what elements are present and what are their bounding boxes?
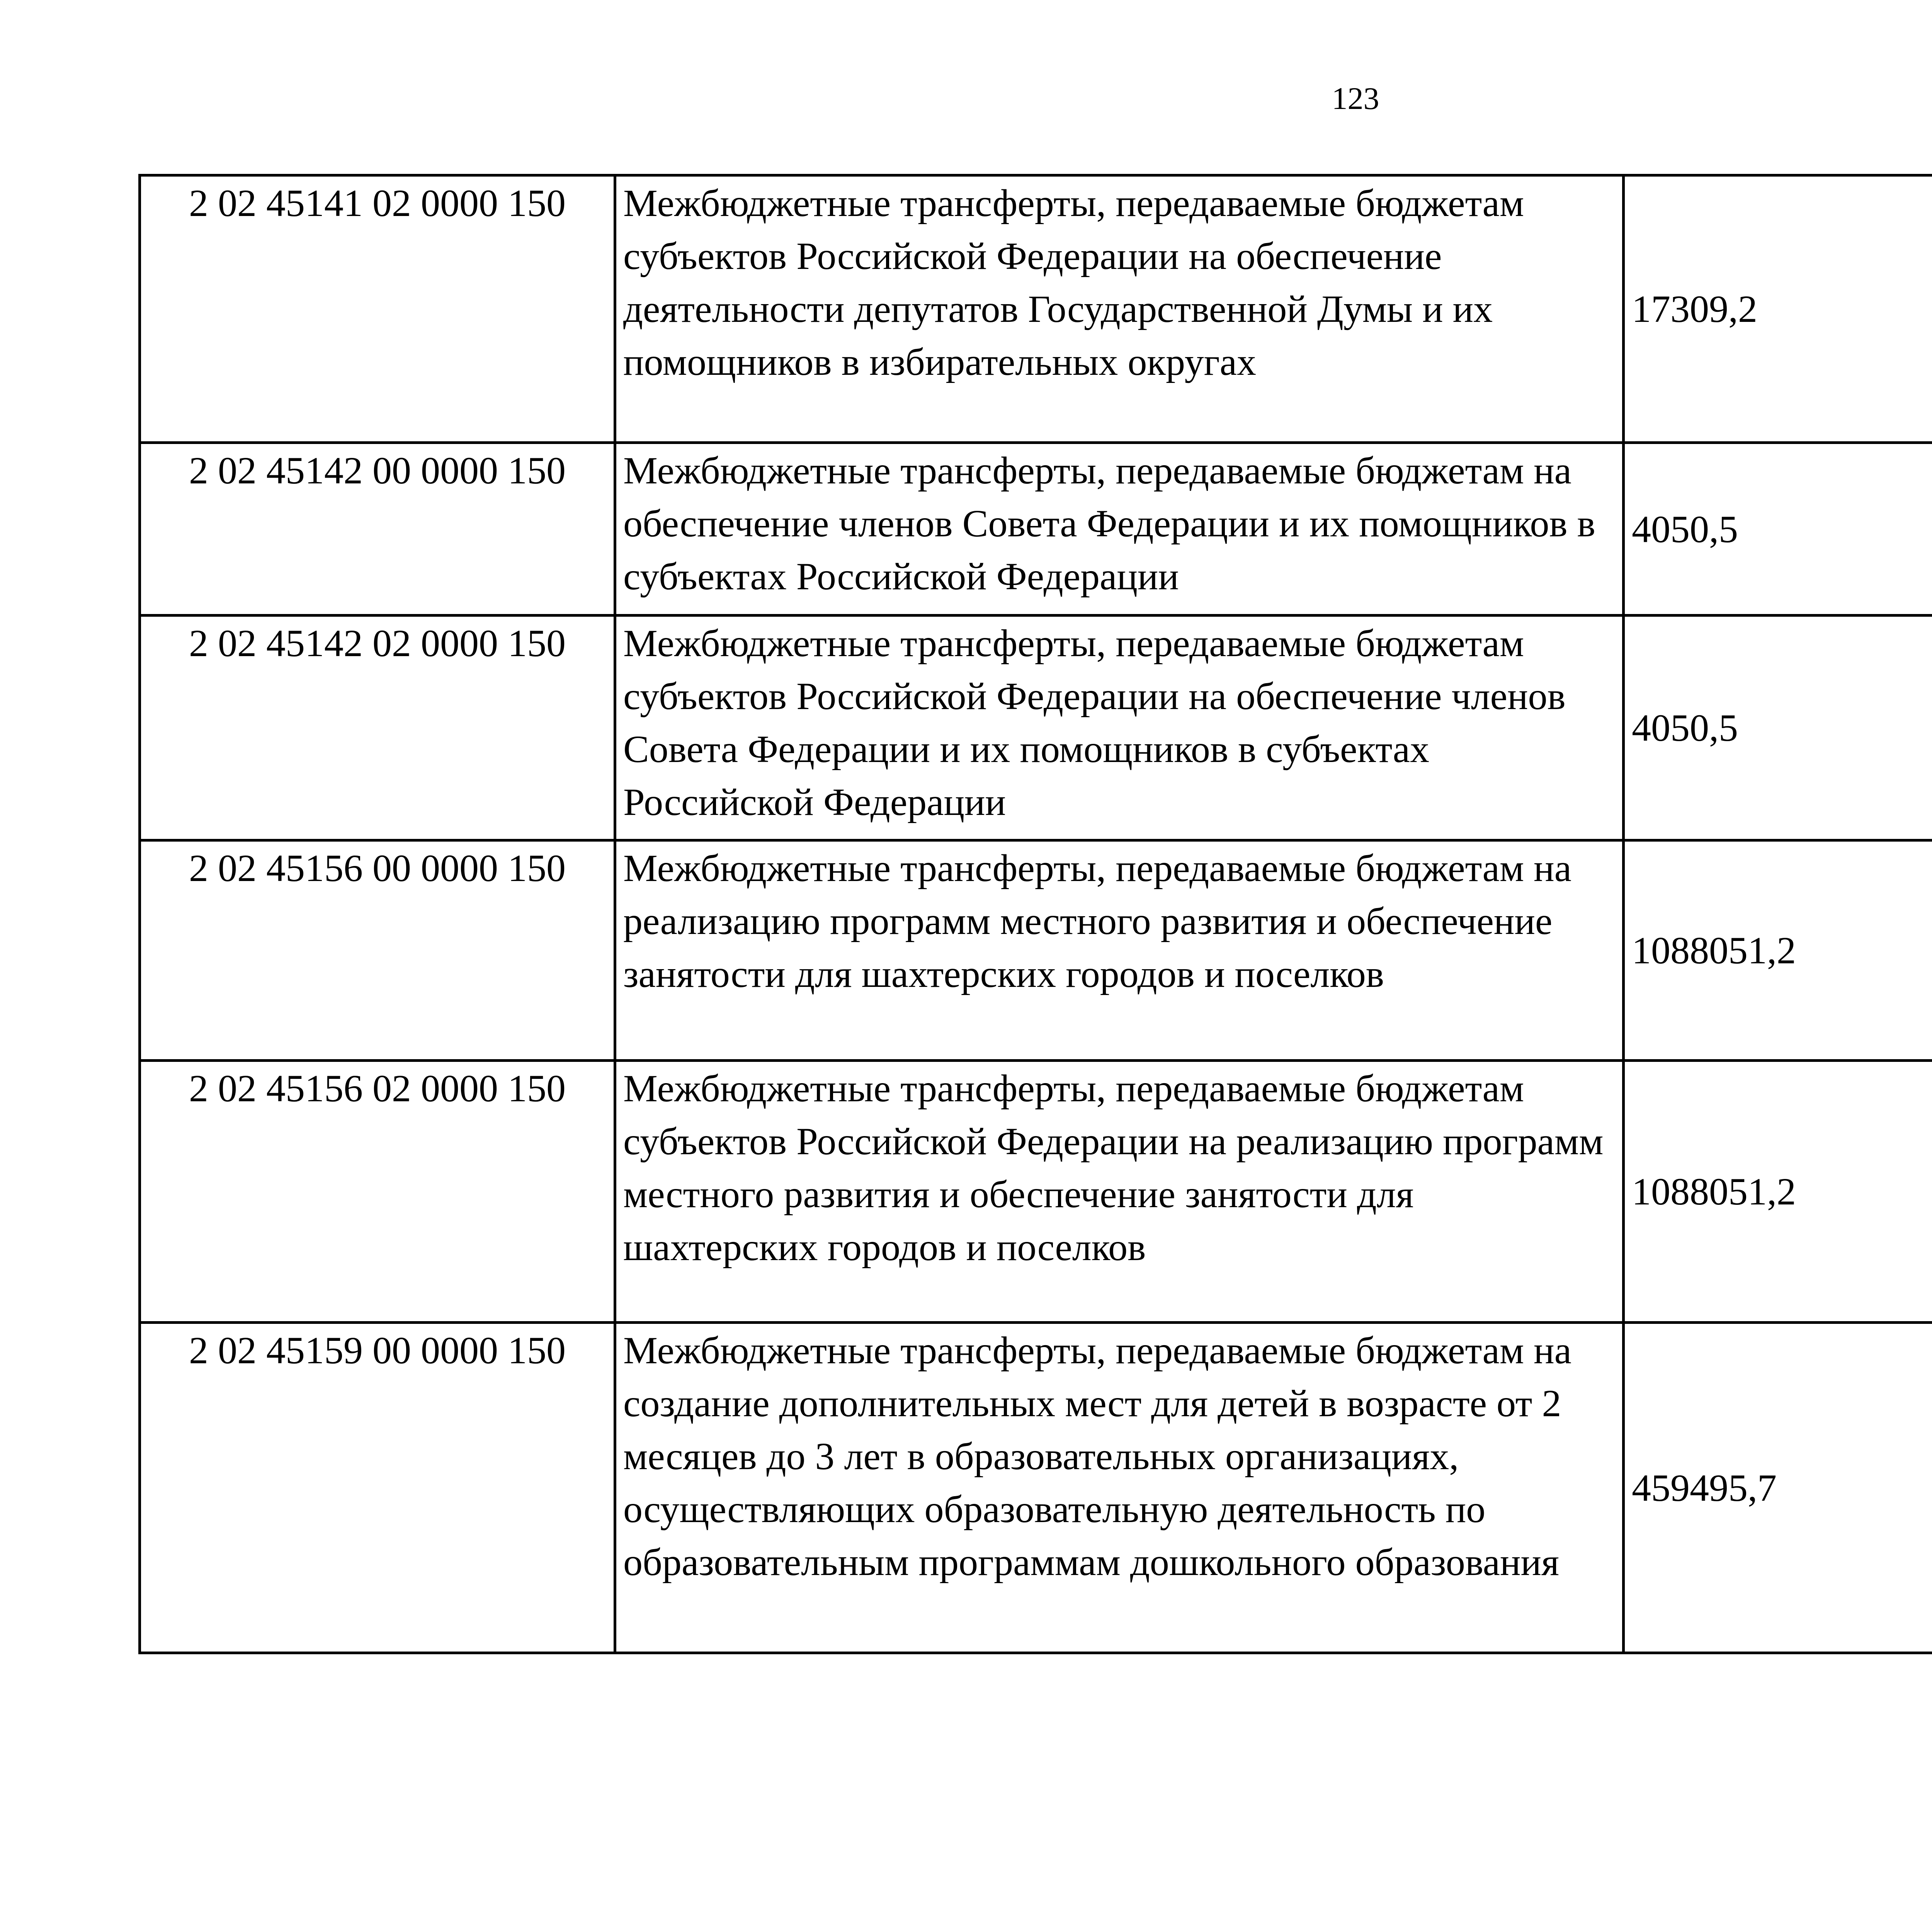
amount-col3: 4050,5	[1624, 443, 1932, 616]
table-row	[140, 175, 1932, 443]
budget-table	[138, 174, 1932, 1654]
amount-col3: 459495,7	[1624, 1323, 1932, 1653]
amount-col3: 1088051,2	[1624, 1061, 1932, 1323]
row-description: Межбюджетные трансферты, передаваемые бюджетам субъектов Российской Федерации на обеспечение членов Совета Федерации и их помощников в субъектах Российской Федерации	[615, 616, 1624, 840]
row-description: Межбюджетные трансферты, передаваемые бюджетам на обеспечение членов Совета Федерации и их помощников в субъектах Российской Федерации	[615, 443, 1624, 616]
amount-col3: 4050,5	[1624, 616, 1932, 840]
amount-col3: 1088051,2	[1624, 840, 1932, 1061]
table-row	[140, 1061, 1932, 1323]
table-row	[140, 1323, 1932, 1653]
table-row	[140, 840, 1932, 1061]
budget-code: 2 02 45159 00 0000 150	[140, 1323, 615, 1653]
table-row	[140, 616, 1932, 840]
row-description: Межбюджетные трансферты, передаваемые бюджетам субъектов Российской Федерации на обеспечение деятельности депутатов Государственной Думы и их помощников в избирательных округах	[615, 175, 1624, 443]
page-number: 123	[1332, 81, 1379, 116]
row-description: Межбюджетные трансферты, передаваемые бюджетам на создание дополнительных мест для детей в возрасте от 2 месяцев до 3 лет в образовательных организациях, осуществляющих образовательную деятельность по образовательным программам дошкольного образования	[615, 1323, 1624, 1653]
amount-col3: 17309,2	[1624, 175, 1932, 443]
budget-code: 2 02 45142 00 0000 150	[140, 443, 615, 616]
budget-code: 2 02 45142 02 0000 150	[140, 616, 615, 840]
budget-code: 2 02 45156 00 0000 150	[140, 840, 615, 1061]
row-description: Межбюджетные трансферты, передаваемые бюджетам субъектов Российской Федерации на реализацию программ местного развития и обеспечение занятости для шахтерских городов и поселков	[615, 1061, 1624, 1323]
budget-code: 2 02 45156 02 0000 150	[140, 1061, 615, 1323]
budget-code: 2 02 45141 02 0000 150	[140, 175, 615, 443]
row-description: Межбюджетные трансферты, передаваемые бюджетам на реализацию программ местного развития и обеспечение занятости для шахтерских городов и поселков	[615, 840, 1624, 1061]
table-row	[140, 443, 1932, 616]
